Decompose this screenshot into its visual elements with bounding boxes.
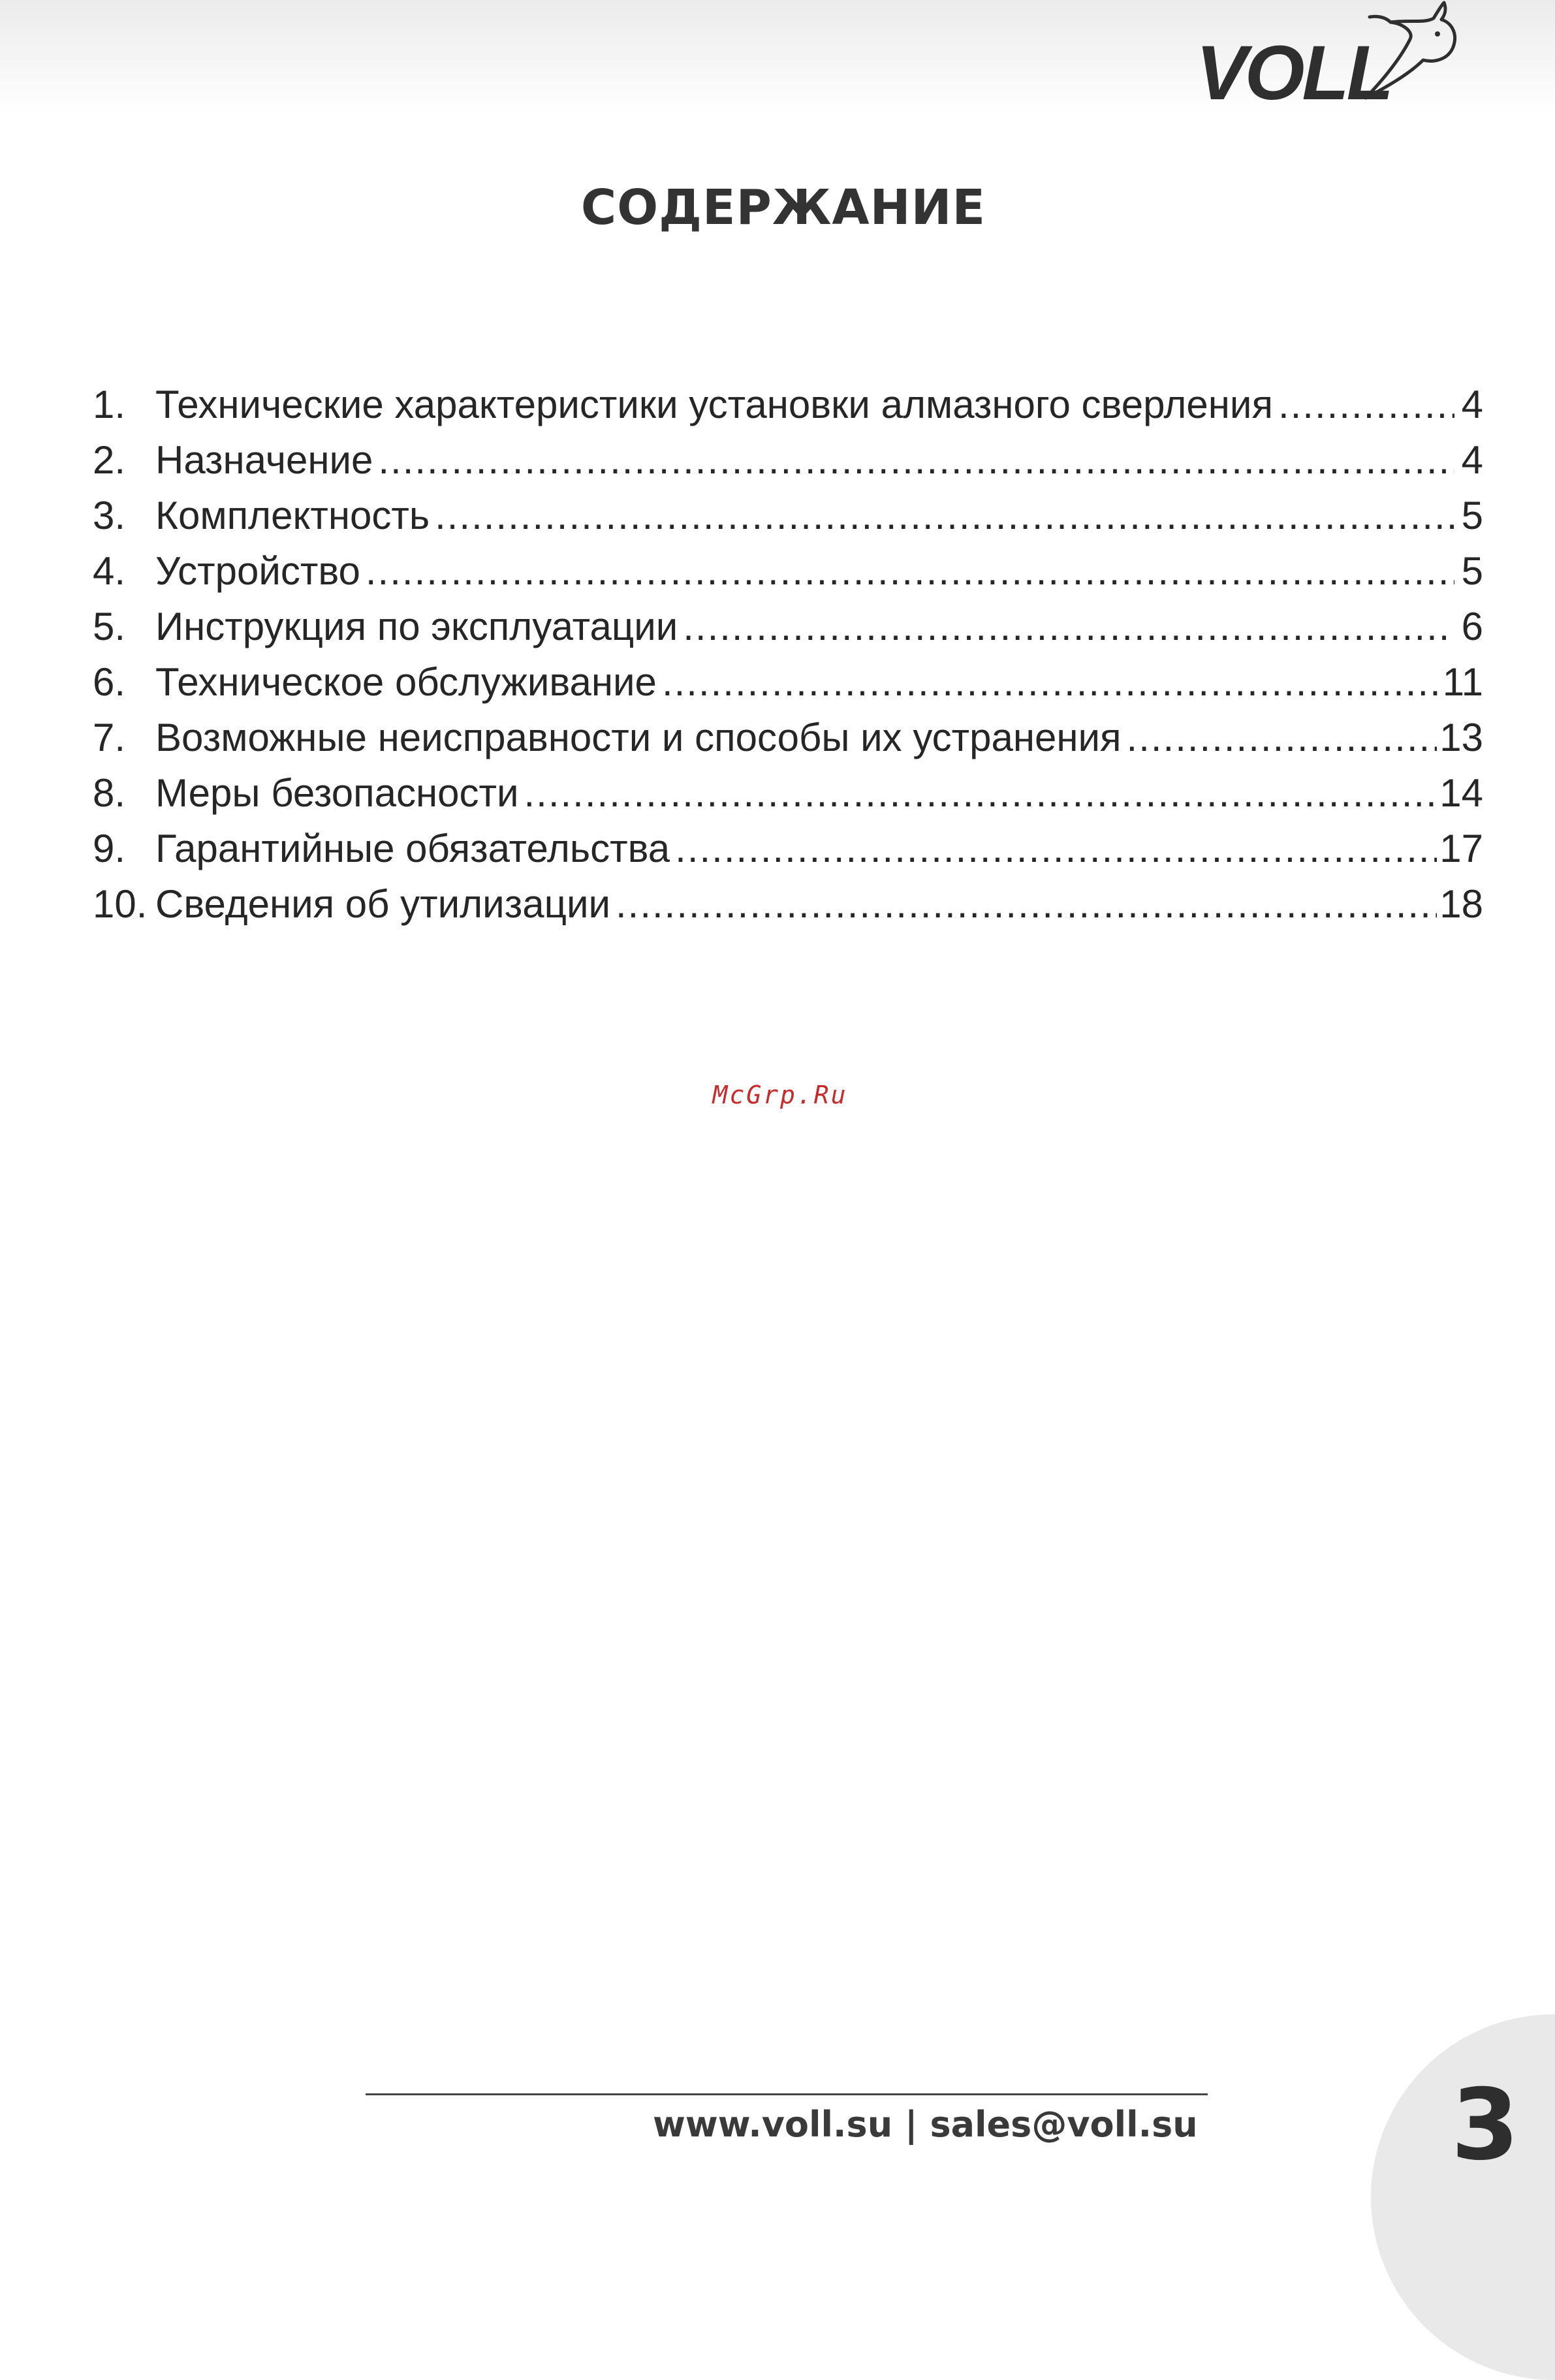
toc-entry-page: 14: [1439, 771, 1483, 815]
toc-entry-page: 17: [1439, 827, 1483, 870]
footer-contacts: www.voll.su | sales@voll.su: [653, 2104, 1198, 2145]
toc-dot-leader: [378, 437, 1454, 483]
toc-entry-label: Возможные неисправности и способы их устранения: [155, 716, 1122, 759]
toc-entry-number: 5.: [93, 605, 126, 648]
toc-entry-number: 2.: [93, 438, 126, 482]
watermark: McGrp.Ru: [712, 1081, 848, 1109]
toc-entry-number: 9.: [93, 827, 126, 870]
toc-dot-leader: [435, 493, 1454, 538]
toc-entry-label: Меры безопасности: [155, 771, 519, 815]
toc-dot-leader: [616, 881, 1437, 927]
toc-entry-number: 6.: [93, 660, 126, 704]
toc-dot-leader: [366, 548, 1454, 594]
toc-entry-page: 18: [1439, 882, 1483, 926]
toc-entry[interactable]: [93, 437, 1483, 493]
toc-entry[interactable]: [93, 826, 1483, 881]
toc-entry-page: 4: [1461, 438, 1483, 482]
toc-entry-number: 1.: [93, 383, 126, 426]
toc-entry-number: 10.: [93, 882, 148, 926]
toc-entry[interactable]: [93, 715, 1483, 770]
toc-dot-leader: [1278, 382, 1454, 427]
toc-entry-page: 4: [1461, 383, 1483, 426]
toc-dot-leader: [662, 659, 1440, 705]
svg-text:VOLL: VOLL: [1196, 30, 1391, 111]
toc-dot-leader: [683, 604, 1454, 649]
table-of-contents: [93, 382, 1483, 937]
toc-entry[interactable]: [93, 659, 1483, 715]
toc-entry[interactable]: [93, 604, 1483, 659]
toc-entry-number: 4.: [93, 549, 126, 593]
toc-entry-label: Техническое обслуживание: [155, 660, 657, 704]
toc-entry-label: Гарантийные обязательства: [155, 827, 670, 870]
toc-entry-label: Технические характеристики установки алмазного сверления: [155, 383, 1273, 426]
toc-entry[interactable]: [93, 493, 1483, 548]
page-title: СОДЕРЖАНИЕ: [580, 180, 986, 236]
toc-entry-page: 5: [1461, 549, 1483, 593]
toc-entry-label: Устройство: [155, 549, 360, 593]
toc-entry-label: Назначение: [155, 438, 373, 482]
toc-dot-leader: [675, 826, 1437, 871]
toc-entry[interactable]: [93, 548, 1483, 604]
page-number: 3: [1451, 2069, 1520, 2182]
toc-entry-label: Комплектность: [155, 494, 430, 537]
toc-entry-page: 6: [1461, 605, 1483, 648]
toc-entry-number: 8.: [93, 771, 126, 815]
toc-entry-number: 3.: [93, 494, 126, 537]
toc-entry-number: 7.: [93, 716, 126, 759]
footer-divider: [366, 2093, 1208, 2095]
toc-entry-label: Инструкция по эксплуатации: [155, 605, 678, 648]
toc-entry-page: 13: [1439, 716, 1483, 759]
toc-entry[interactable]: [93, 770, 1483, 826]
toc-entry-page: 11: [1442, 660, 1483, 704]
toc-dot-leader: [1127, 715, 1437, 760]
toc-entry-page: 5: [1461, 494, 1483, 537]
voll-logo: [1195, 0, 1469, 111]
toc-dot-leader: [524, 770, 1437, 816]
toc-entry-label: Сведения об утилизации: [155, 882, 610, 926]
toc-entry[interactable]: [93, 881, 1483, 937]
toc-entry[interactable]: [93, 382, 1483, 437]
